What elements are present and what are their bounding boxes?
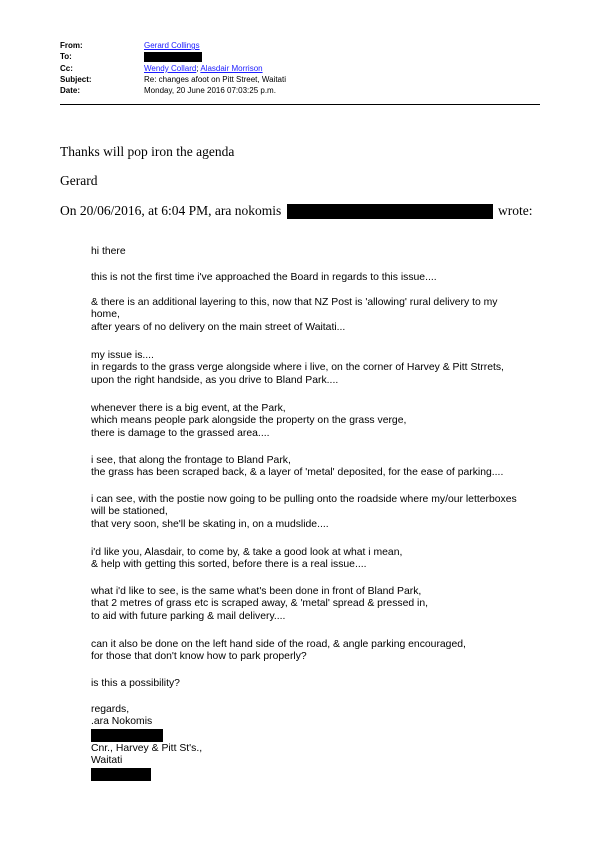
subject-row <box>60 74 540 85</box>
cc-link-wendy[interactable]: Wendy Collard <box>144 63 197 73</box>
subject-value: Re: changes afoot on Pitt Street, Waitati <box>144 74 286 84</box>
address-line-1: Cnr., Harvey & Pitt St's., <box>91 742 203 754</box>
cc-link-alasdair[interactable]: Alasdair Morrison <box>200 63 263 73</box>
email-redaction <box>287 204 493 219</box>
quote-intro: On 20/06/2016, at 6:04 PM, ara nokomis <box>60 203 282 218</box>
message-para-4 <box>91 350 504 387</box>
date-row <box>60 85 540 96</box>
message-line: this is not the first time i've approached the Board in regards to this issue.... <box>91 272 437 283</box>
cc-separator: ; <box>196 63 199 73</box>
message-line: whenever there is a big event, at the Park, <box>91 403 286 414</box>
message-line: in regards to the grass verge alongside where i live, on the corner of Harvey & Pitt Strrets, <box>91 362 504 374</box>
reply-signature: Gerard <box>60 173 98 188</box>
message-line: my issue is.... <box>91 350 154 361</box>
date-value: Monday, 20 June 2016 07:03:25 p.m. <box>144 86 276 96</box>
signature-redaction <box>91 729 163 742</box>
from-row <box>60 40 540 51</box>
message-para-2 <box>91 272 437 284</box>
message-para-6 <box>91 455 503 480</box>
signature-redaction-row <box>91 729 202 743</box>
message-line: that 2 metres of grass etc is scraped away, & 'metal' spread & pressed in, <box>91 598 429 610</box>
message-line: i can see, with the postie now going to be pulling onto the roadside where my/our letterboxes <box>91 494 517 505</box>
message-line: the grass has been scraped back, & a layer of 'metal' deposited, for the ease of parking.... <box>91 467 504 479</box>
message-para-7 <box>91 494 517 531</box>
message-para-5 <box>91 403 406 440</box>
message-line: there is damage to the grassed area.... <box>91 427 270 439</box>
address-redaction-row <box>91 768 202 782</box>
message-para-3 <box>91 297 498 334</box>
message-line: that very soon, she'll be skating in, on a mudslide.... <box>91 518 329 530</box>
message-line: what i'd like to see, is the same what's been done in front of Bland Park, <box>91 586 422 597</box>
quote-intro-line <box>60 203 533 219</box>
message-line: i'd like you, Alasdair, to come by, & take a good look at what i mean, <box>91 547 403 558</box>
message-para-11 <box>91 678 180 690</box>
to-row <box>60 51 540 62</box>
message-line: & help with getting this sorted, before there is a real issue.... <box>91 559 367 571</box>
email-header <box>60 40 540 96</box>
closing: regards, <box>91 704 130 715</box>
to-label: To: <box>60 52 72 62</box>
message-para-9 <box>91 586 428 623</box>
message-line: for those that don't know how to park properly? <box>91 651 307 663</box>
message-line: hi there <box>91 246 126 257</box>
reply-line: Thanks will pop iron the agenda <box>60 144 235 159</box>
message-line: can it also be done on the left hand side of the road, & angle parking encouraged, <box>91 639 466 650</box>
message-line: upon the right handside, as you drive to Bland Park.... <box>91 374 339 386</box>
message-line: after years of no delivery on the main street of Waitati... <box>91 321 346 333</box>
from-label: From: <box>60 41 83 50</box>
message-line: & there is an additional layering to this, now that NZ Post is 'allowing' rural delivery to my <box>91 297 498 308</box>
message-para-10 <box>91 639 466 664</box>
to-redaction <box>144 52 202 62</box>
message-para-1 <box>91 246 126 258</box>
address-line-2: Waitati <box>91 755 123 767</box>
message-line: to aid with future parking & mail delivery.... <box>91 610 286 622</box>
cc-row <box>60 63 540 74</box>
message-line: will be stationed, <box>91 506 168 518</box>
message-line: home, <box>91 309 120 321</box>
from-link[interactable]: Gerard Collings <box>144 41 200 50</box>
message-para-8 <box>91 547 402 572</box>
message-line: which means people park alongside the property on the grass verge, <box>91 415 407 427</box>
quote-wrote: wrote: <box>498 203 533 218</box>
subject-label: Subject: <box>60 74 92 84</box>
date-label: Date: <box>60 86 81 96</box>
sender-name: .ara Nokomis <box>91 716 153 728</box>
header-divider <box>60 104 540 105</box>
message-line: i see, that along the frontage to Bland Park, <box>91 455 291 466</box>
signature-block <box>91 704 202 782</box>
address-redaction <box>91 768 151 781</box>
cc-label: Cc: <box>60 63 73 73</box>
message-line: is this a possibility? <box>91 678 180 689</box>
